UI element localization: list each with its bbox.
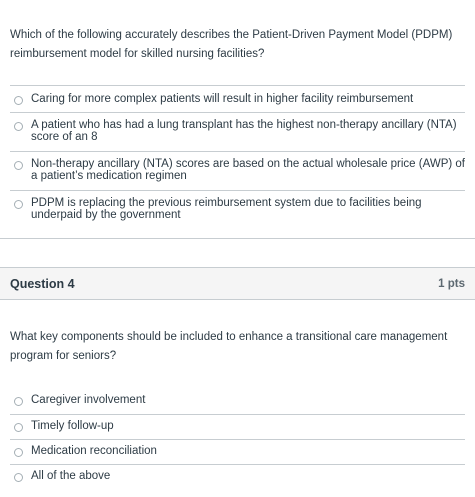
- radio-button[interactable]: [14, 200, 23, 209]
- question-title: Question 4: [10, 277, 75, 291]
- answer-option[interactable]: [10, 151, 465, 190]
- answer-option[interactable]: [10, 112, 465, 151]
- radio-button[interactable]: [14, 448, 23, 457]
- answer-label: All of the above: [31, 470, 111, 482]
- question-4-header: [0, 267, 475, 300]
- radio-button[interactable]: [14, 397, 23, 406]
- answer-option[interactable]: [10, 439, 465, 464]
- answer-option[interactable]: [10, 464, 465, 489]
- question-3-text: Which of the following accurately describes the Patient-Driven Payment Model (PDPM) reimbursement model for skilled nursing facilities?: [10, 29, 453, 60]
- question-points: 1 pts: [438, 278, 465, 290]
- question-4-answers: [10, 389, 465, 489]
- radio-button[interactable]: [14, 122, 23, 131]
- answer-label: PDPM is replacing the previous reimbursement system due to facilities being underpaid by the government: [31, 197, 422, 221]
- question-3-answers: [10, 85, 465, 230]
- radio-button[interactable]: [14, 96, 23, 105]
- radio-button[interactable]: [14, 473, 23, 482]
- radio-button[interactable]: [14, 161, 23, 170]
- answer-option[interactable]: [10, 389, 465, 414]
- answer-label: Medication reconciliation: [31, 445, 157, 457]
- answer-label: Caring for more complex patients will result in higher facility reimbursement: [31, 93, 414, 105]
- answer-option[interactable]: [10, 85, 465, 112]
- question-4-text: What key components should be included to enhance a transitional care management program for seniors?: [10, 331, 448, 362]
- answer-option[interactable]: [10, 190, 465, 230]
- answer-option[interactable]: [10, 414, 465, 439]
- question-divider: [0, 238, 475, 239]
- answer-label: Timely follow-up: [31, 420, 114, 432]
- radio-button[interactable]: [14, 423, 23, 432]
- answer-label: Non-therapy ancillary (NTA) scores are based on the actual wholesale price (AWP) of a patient’s medication regimen: [31, 158, 465, 182]
- answer-label: A patient who has had a lung transplant has the highest non-therapy ancillary (NTA) score of an 8: [31, 119, 457, 143]
- answer-label: Caregiver involvement: [31, 394, 146, 406]
